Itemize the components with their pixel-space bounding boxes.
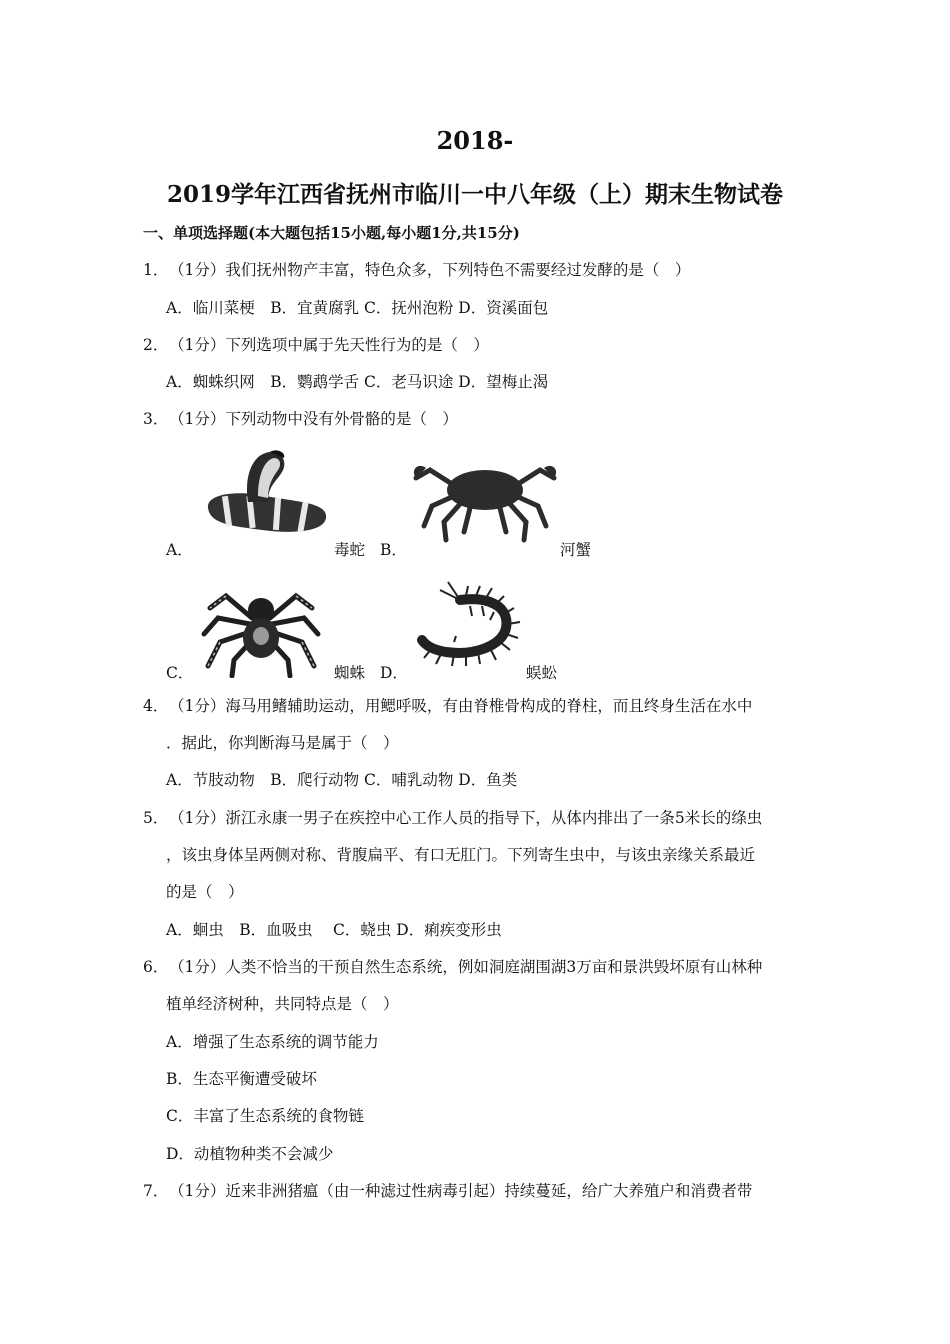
crab-icon [410,450,560,550]
spider-icon [196,578,326,678]
question-2 [143,334,489,356]
question-1-options: A．临川菜梗 B．宜黄腐乳 C．抚州泡粉 D．资溪面包 [166,299,549,317]
question-5-continued-1: ，该虫身体呈两侧对称、背腹扁平、有口无肛门。下列寄生虫中，与该虫亲缘关系最近 [166,846,756,864]
snake-icon [196,446,336,546]
question-number: 5． [143,809,169,827]
question-text: （1分）海马用鳍辅助运动，用鳃呼吸，有由脊椎骨构成的脊柱，而且终身生活在水中 [169,697,753,715]
exam-title-line2: 2019学年江西省抚州市临川一中八年级（上）期末生物试卷 [166,181,783,208]
question-4 [143,695,752,717]
option-c-caption: 蜘蛛 [334,664,366,682]
question-text: （1分）浙江永康一男子在疾控中心工作人员的指导下，从体内排出了一条5米长的绦虫 [169,809,763,827]
option-a-caption: 毒蛇 [334,541,366,559]
question-3 [143,408,458,430]
option-d-caption: 蜈蚣 [526,664,558,682]
question-4-continued: ．据此，你判断海马是属于（ ） [166,734,399,752]
question-6-option-a: A．增强了生态系统的调节能力 [166,1033,379,1051]
option-a-letter: A． [166,541,193,559]
question-number: 4． [143,697,169,715]
question-6-continued: 植单经济树种，共同特点是（ ） [166,995,399,1013]
question-7 [143,1180,752,1202]
question-number: 3． [143,410,169,428]
question-text: （1分）近来非洲猪瘟（由一种滤过性病毒引起）持续蔓延，给广大养殖户和消费者带 [169,1182,753,1200]
question-number: 6． [143,958,169,976]
question-6-option-d: D．动植物种类不会减少 [166,1145,334,1163]
option-d-letter: D． [380,664,408,682]
question-text: （1分）我们抚州物产丰富，特色众多，下列特色不需要经过发酵的是（ ） [169,261,691,279]
option-c-letter: C． [166,664,194,682]
question-number: 1． [143,261,169,279]
question-number: 2． [143,336,169,354]
question-5-continued-2: 的是（ ） [166,883,244,901]
question-1 [143,259,690,281]
question-5-options: A．蛔虫 B．血吸虫 C．蛲虫 D．痢疾变形虫 [166,921,502,939]
question-6-option-b: B．生态平衡遭受破坏 [166,1070,317,1088]
question-text: （1分）人类不恰当的干预自然生态系统，例如洞庭湖围湖3万亩和景洪毁坏原有山林种 [169,958,763,976]
question-text: （1分）下列动物中没有外骨骼的是（ ） [169,410,458,428]
question-4-options: A．节肢动物 B．爬行动物 C．哺乳动物 D．鱼类 [166,771,518,789]
section-heading: 一、单项选择题(本大题包括15小题,每小题1分,共15分) [143,224,520,242]
exam-title-line1: 2018- [436,126,514,155]
option-b-caption: 河蟹 [560,541,592,559]
centipede-icon [410,576,530,676]
question-6-option-c: C．丰富了生态系统的食物链 [166,1107,364,1125]
question-5 [143,807,762,829]
question-2-options: A．蜘蛛织网 B．鹦鹉学舌 C．老马识途 D．望梅止渴 [166,373,549,391]
question-text: （1分）下列选项中属于先天性行为的是（ ） [169,336,489,354]
question-6 [143,956,762,978]
question-number: 7． [143,1182,169,1200]
option-b-letter: B． [380,541,407,559]
